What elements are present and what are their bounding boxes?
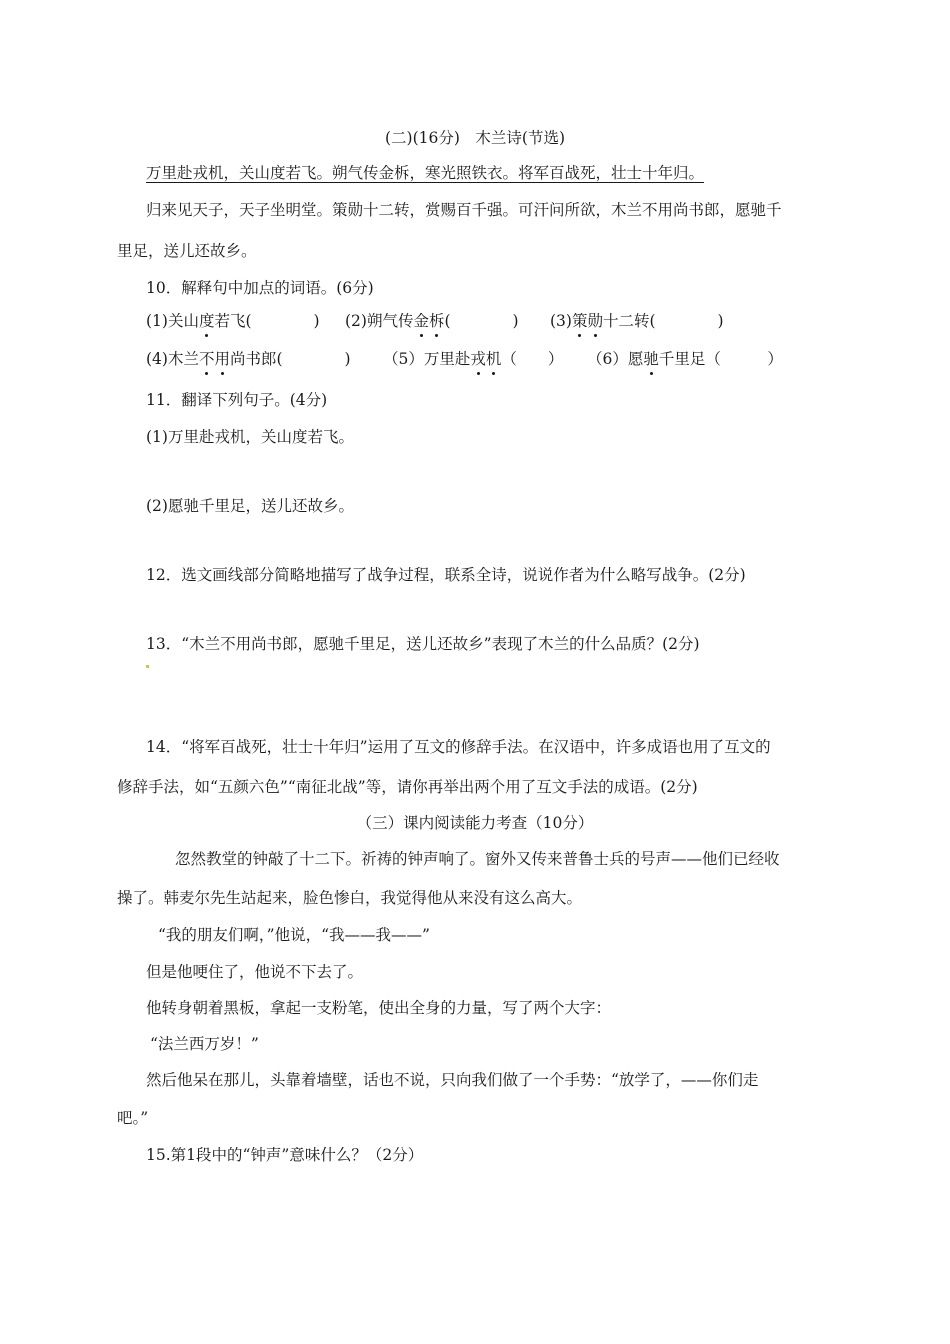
item-prefix: （5）万里赴	[383, 350, 471, 368]
section2-title: (二)(16分) 木兰诗(节选)	[384, 129, 565, 147]
question-10-stem: 10．解释句中加点的词语。(6分)	[146, 279, 374, 297]
reading-paragraph: 操了。韩麦尔先生站起来，脸色惨白，我觉得他从来没有这么高大。	[117, 889, 583, 907]
reading-paragraph: 吧。”	[117, 1109, 149, 1127]
dotted-char: 不	[198, 350, 215, 368]
dotted-char: 柝	[428, 312, 445, 330]
dotted-char: 策	[571, 312, 588, 330]
question-13: 13．“木兰不用尚书郎，愿驰千里足，送儿还故乡”表现了木兰的什么品质？(2分)	[146, 635, 700, 653]
item-prefix: (4)木兰	[146, 350, 199, 368]
section3-title: （三）课内阅读能力考查（10分）	[356, 814, 594, 832]
item-suffix: ( )	[444, 312, 519, 330]
dotted-char: 金	[413, 312, 429, 330]
dotted-char: 用	[214, 350, 230, 368]
question-10-item-6	[587, 349, 783, 369]
question-10-item-4	[146, 349, 351, 369]
item-prefix: (3)	[550, 312, 572, 330]
dotted-char: 机	[485, 350, 502, 368]
item-prefix: （6）愿	[587, 350, 644, 368]
item-suffix: 尚书郎( )	[230, 350, 351, 368]
reading-paragraph: “我的朋友们啊，”他说，“我——我——”	[158, 926, 430, 944]
question-14-line-1: 14．“将军百战死，壮士十年归”运用了互文的修辞手法。在汉语中，许多成语也用了互文的	[146, 738, 771, 756]
reading-paragraph: 他转身朝着黑板，拿起一支粉笔，使出全身的力量，写了两个大字：	[146, 999, 612, 1017]
reading-paragraph: 但是他哽住了，他说不下去了。	[146, 963, 364, 981]
passage-line: 归来见天子，天子坐明堂。策勋十二转，赏赐百千强。可汗问所欲，木兰不用尚书郎，愿驰千	[146, 201, 782, 219]
question-10-item-3	[550, 311, 724, 331]
question-11-stem: 11．翻译下列句子。(4分)	[146, 391, 328, 409]
item-prefix: (2)朔气传	[345, 312, 414, 330]
passage-underlined: 万里赴戎机，关山度若飞。朔气传金柝，寒光照铁衣。将军百战死，壮士十年归。	[146, 164, 705, 182]
dotted-char: 驰	[643, 350, 659, 368]
stray-mark	[146, 665, 149, 668]
question-11-sentence-1: (1)万里赴戎机，关山度若飞。	[146, 428, 354, 446]
question-11-sentence-2: (2)愿驰千里足，送儿还故乡。	[146, 497, 354, 515]
question-15: 15.第1段中的“钟声”意味什么？（2分）	[146, 1146, 424, 1164]
reading-paragraph: “法兰西万岁！”	[150, 1035, 259, 1053]
dotted-char: 戎	[470, 350, 486, 368]
reading-paragraph: 然后他呆在那儿，头靠着墙壁，话也不说，只向我们做了一个手势：“放学了，——你们走	[146, 1071, 759, 1089]
question-14-line-2: 修辞手法，如“五颜六色”“南征北战”等，请你再举出两个用了互文手法的成语。(2分)	[117, 778, 698, 796]
question-10-item-1	[146, 311, 320, 331]
item-suffix: （ ）	[501, 350, 564, 368]
item-suffix: 十二转( )	[603, 312, 724, 330]
question-12: 12．选文画线部分简略地描写了战争过程，联系全诗，说说作者为什么略写战争。(2分)	[146, 566, 746, 584]
dotted-char: 勋	[587, 312, 603, 330]
question-10-item-5	[383, 349, 563, 369]
passage-line: 里足，送儿还故乡。	[117, 242, 257, 260]
item-prefix: (1)关山	[146, 312, 199, 330]
question-10-item-2	[345, 311, 519, 331]
item-suffix: 千里足（ ）	[658, 350, 783, 368]
item-suffix: 若飞( )	[214, 312, 320, 330]
dotted-char: 度	[198, 312, 215, 330]
reading-paragraph: 忽然教堂的钟敲了十二下。祈祷的钟声响了。窗外又传来普鲁士兵的号声——他们已经收	[175, 850, 780, 868]
